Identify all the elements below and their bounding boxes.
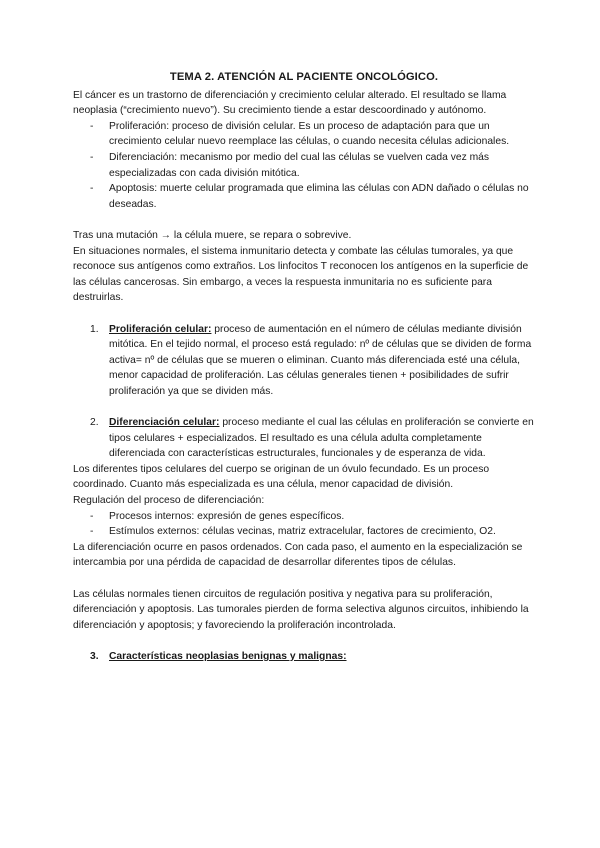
list-item <box>73 524 535 540</box>
immune-paragraph: En situaciones normales, el sistema inmunitario detecta y combate las células tumorales, ya que reconoce sus antígenos como extraños. Los linfocitos T reconocen los antígenos en la superficie de las células cancerosas. Sin embargo, a veces la respuesta inmunitaria no es suficiente para destruirlas. <box>73 245 529 304</box>
list-item <box>73 509 535 525</box>
section-number: 1. <box>90 323 99 335</box>
list-item <box>73 150 535 181</box>
differentiation-paragraph: Los diferentes tipos celulares del cuerpo se originan de un óvulo fecundado. Es un proceso coordinado. Cuanto más especializada es una célula, menor capacidad de división. <box>73 463 490 491</box>
regulation-heading: Regulación del proceso de diferenciación: <box>73 495 265 507</box>
bullet-text-apoptosis: Apoptosis: muerte celular programada que elimina las células con ADN dañado o células no deseadas. <box>109 183 529 210</box>
bullet-dash: - <box>90 510 94 522</box>
intro-bullet-list <box>73 119 535 213</box>
section-number: 3. <box>90 650 99 662</box>
bullet-text-proliferacion: Proliferación: proceso de división celular. Es un proceso de adaptación para que un crecimiento celular nuevo reemplace las células, o cuando necesita células adicionales. <box>109 120 510 148</box>
section-text: proceso de aumentación en el número de células mediante división mitótica. En el tejido normal, el proceso está regulado: nº de células que se dividen de forma activa= nº de células que se mueren o eliminan. Cuanto más diferenciada esté una célula, menor capacidad de proliferación. Las células generales tienen + posibilidades de sufrir proliferación ya que se dividen más. <box>109 323 532 397</box>
spacer <box>73 633 535 649</box>
list-item <box>73 119 535 150</box>
intro-paragraph: El cáncer es un trastorno de diferenciación y crecimiento celular alterado. El resultado se llama neoplasia (“crecimiento nuevo”). Su crecimiento tiende a estar descoordinado y autónomo. <box>73 89 507 117</box>
section-term: Características neoplasias benignas y malignas: <box>109 650 347 662</box>
spacer <box>73 212 535 228</box>
section-neoplasias <box>73 649 535 665</box>
section-term: Proliferación celular: <box>109 323 212 335</box>
spacer <box>73 571 535 587</box>
document-body <box>73 70 535 665</box>
regulation-bullet-list <box>73 509 535 540</box>
section-term: Diferenciación celular: <box>109 417 220 429</box>
spacer <box>73 399 535 415</box>
section-proliferacion <box>73 322 535 400</box>
section-diferenciacion <box>73 415 535 462</box>
normal-cells-paragraph: Las células normales tienen circuitos de regulación positiva y negativa para su proliferación, diferenciación y apoptosis. Las tumorales pierden de forma selectiva algunos circuitos, inhibiendo la diferenciación y apoptosis; y favoreciendo la proliferación incontrolada. <box>73 588 529 631</box>
bullet-dash: - <box>90 526 94 538</box>
bullet-text-diferenciacion: Diferenciación: mecanismo por medio del cual las células se vuelven cada vez más especializadas con cada división mitótica. <box>109 151 490 179</box>
spacer <box>73 306 535 322</box>
bullet-text-externos: Estímulos externos: células vecinas, matriz extracelular, factores de crecimiento, O2. <box>109 526 496 538</box>
mutation-line: Tras una mutación → la célula muere, se repara o sobrevive. <box>73 229 352 241</box>
section-text: proceso mediante el cual las células en proliferación se convierte en tipos celulares + especializados. El resultado es una célula adulta completamente diferenciada con características estructurales, funcionales y de esperanza de vida. <box>109 417 534 460</box>
bullet-dash: - <box>90 183 94 195</box>
numbered-section-list <box>73 649 535 665</box>
steps-paragraph: La diferenciación ocurre en pasos ordenados. Con cada paso, el aumento en la especialización se intercambia por una pérdida de capacidad de desarrollar diferentes tipos de células. <box>73 541 523 569</box>
numbered-section-list <box>73 322 535 400</box>
bullet-text-internos: Procesos internos: expresión de genes específicos. <box>109 510 345 522</box>
section-number: 2. <box>90 417 99 429</box>
list-item <box>73 181 535 212</box>
bullet-dash: - <box>90 120 94 132</box>
bullet-dash: - <box>90 151 94 163</box>
page-title: TEMA 2. ATENCIÓN AL PACIENTE ONCOLÓGICO. <box>169 71 439 83</box>
numbered-section-list <box>73 415 535 462</box>
